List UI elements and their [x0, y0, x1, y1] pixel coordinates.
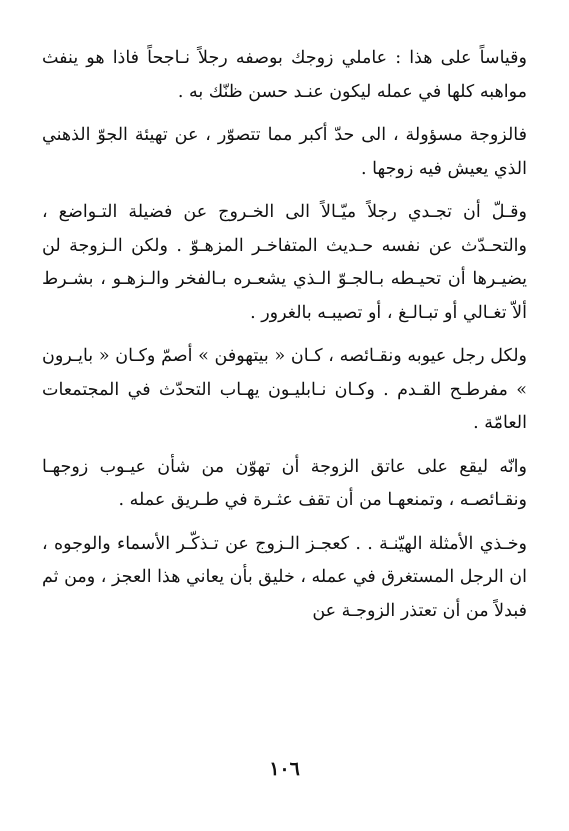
paragraph-3: وقـلّ أن تجـدي رجلاً ميّـالاً الى الخـروج عن فضيلة التـواضع ، والتحـدّث عن نفسه حـديث المتفاخـر المزهـوّ . ولكن الـزوجة لن يضيـرها أن تحيـطه بـالجـوّ الـذي يشعـره بـالفخر والـزهـو ، بشـرط ألاّ تغـالي أو تبـالـغ ، أو تصيبـه بالغرور .: [42, 202, 527, 323]
body-text: [42, 42, 527, 638]
paragraph-6: وخـذي الأمثلة الهيّنـة . . كعجـز الـزوج عن تـذكّـر الأسماء والوجوه ، ان الرجل المستغرق في عمله ، خليق بأن يعاني هذا العجز ، ومن ثم فبدلاً من أن تعتذر الزوجـة عن: [42, 533, 527, 621]
paragraph-5: وانّه ليقع على عاتق الزوجة أن تهوّن من شأن عيـوب زوجهـا ونقـائصـه ، وتمنعهـا من أن تقف عثـرة في طـريق عمله .: [42, 456, 527, 510]
page-number: ١٠٦: [269, 758, 300, 780]
paragraph-1: وقياساً على هذا : عاملي زوجك بوصفه رجلاً نـاجحاً فاذا هو ينفث مواهبه كلها في عمله ليكون عنـد حسن ظنّك به .: [42, 48, 527, 102]
paragraph-4: ولكل رجل عيوبه ونقـائصه ، كـان « بيتهوفن » أصمّ وكـان « بايـرون » مفرطـح القـدم . وكـان نـابليـون يهـاب التحدّث في المجتمعات العامّة .: [42, 346, 527, 433]
paragraph-2: فالزوجة مسؤولة ، الى حدّ أكبر مما تتصوّر ، عن تهيئة الجوّ الذهني الذي يعيش فيه زوجها .: [42, 125, 527, 179]
